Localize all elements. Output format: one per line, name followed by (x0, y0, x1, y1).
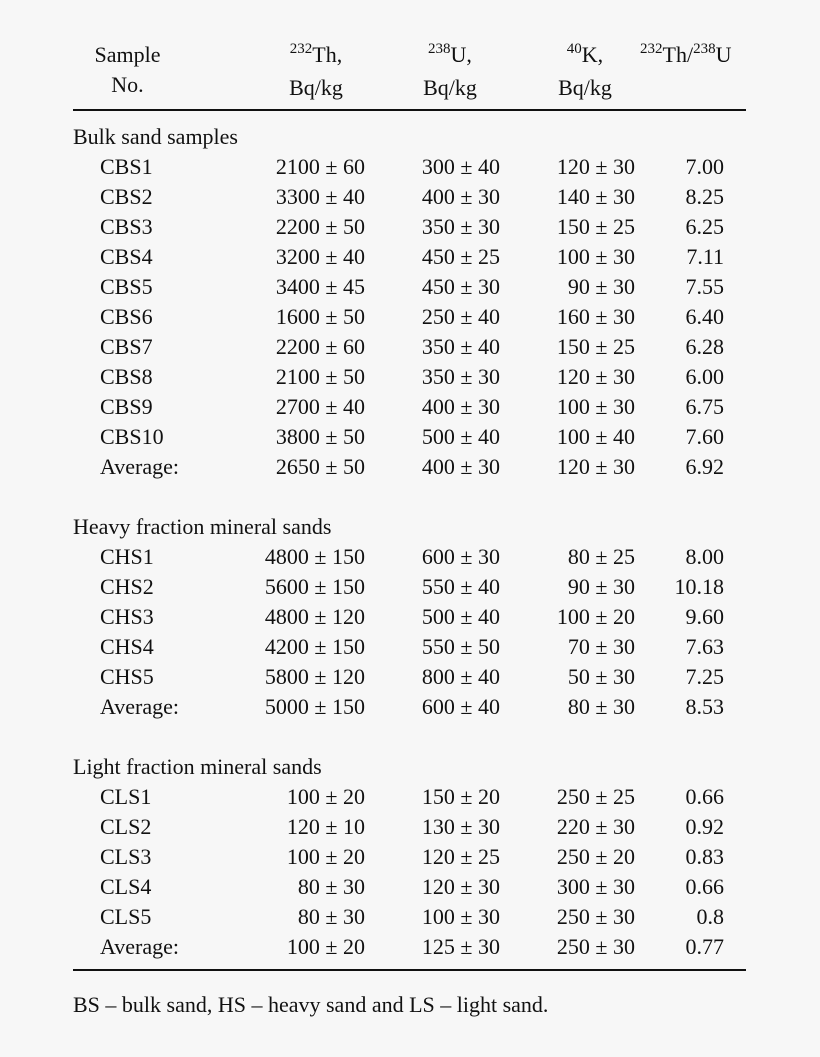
header-k-sup: 40 (566, 41, 582, 57)
ratio-value: 0.92 (685, 814, 724, 839)
table-row (0, 782, 820, 812)
header-k-line1 (540, 40, 630, 73)
u-value: 120 ± 25 (421, 844, 500, 869)
header-k-unit: Bq/kg (558, 75, 612, 100)
header-u-label: U, (450, 42, 472, 67)
sample-no: CHS3 (100, 604, 154, 629)
footnote: BS – bulk sand, HS – heavy sand and LS – light sand. (73, 992, 549, 1017)
bottom-rule (73, 969, 746, 971)
header-th (266, 40, 366, 103)
u-value: 400 ± 30 (421, 394, 500, 419)
th-value: 3400 ± 45 (275, 274, 365, 299)
header-th-label: Th, (312, 42, 343, 67)
section-gap (0, 482, 820, 512)
u-value: 800 ± 40 (421, 664, 500, 689)
header-th-unit: Bq/kg (289, 75, 343, 100)
ratio-value: 0.83 (685, 844, 724, 869)
table-row (0, 572, 820, 602)
table-row (0, 602, 820, 632)
k-value: 70 ± 30 (567, 634, 635, 659)
u-value: 450 ± 30 (421, 274, 500, 299)
u-value: 300 ± 40 (421, 154, 500, 179)
table-row (0, 632, 820, 662)
ratio-value: 6.25 (685, 214, 724, 239)
ratio-value: 6.28 (685, 334, 724, 359)
u-value: 500 ± 40 (421, 424, 500, 449)
k-value: 90 ± 30 (567, 574, 635, 599)
k-value: 140 ± 30 (556, 184, 635, 209)
ratio-value: 0.8 (696, 904, 724, 929)
u-value: 500 ± 40 (421, 604, 500, 629)
sample-no: CBS5 (100, 274, 153, 299)
th-value: 3800 ± 50 (275, 424, 365, 449)
k-value: 250 ± 25 (556, 784, 635, 809)
th-value: 80 ± 30 (297, 904, 365, 929)
k-value: 250 ± 30 (556, 904, 635, 929)
sample-no: CBS9 (100, 394, 153, 419)
section-title-row (0, 512, 820, 542)
th-value: 2200 ± 60 (275, 334, 365, 359)
ratio-value: 6.00 (685, 364, 724, 389)
k-value: 250 ± 30 (556, 934, 635, 959)
k-value: 120 ± 30 (556, 364, 635, 389)
u-value: 550 ± 50 (421, 634, 500, 659)
ratio-value: 6.40 (685, 304, 724, 329)
ratio-value: 0.66 (685, 874, 724, 899)
th-value: 3300 ± 40 (275, 184, 365, 209)
sample-no: CLS3 (100, 844, 152, 869)
sample-no: CBS10 (100, 424, 164, 449)
th-value: 4800 ± 120 (264, 604, 365, 629)
k-value: 160 ± 30 (556, 304, 635, 329)
th-value: 80 ± 30 (297, 874, 365, 899)
k-value: 50 ± 30 (567, 664, 635, 689)
sample-no: CHS5 (100, 664, 154, 689)
u-value: 350 ± 30 (421, 364, 500, 389)
ratio-value: 0.77 (685, 934, 724, 959)
top-rule (73, 109, 746, 111)
th-value: 2650 ± 50 (275, 454, 365, 479)
u-value: 250 ± 40 (421, 304, 500, 329)
sample-no: CBS1 (100, 154, 153, 179)
ratio-value: 7.60 (685, 424, 724, 449)
sample-no: CBS8 (100, 364, 153, 389)
header-k (540, 40, 630, 103)
section-title: Heavy fraction mineral sands (73, 514, 332, 539)
header-sample (90, 40, 165, 100)
u-value: 350 ± 30 (421, 214, 500, 239)
table-row (0, 422, 820, 452)
ratio-value: 6.75 (685, 394, 724, 419)
table-row (0, 452, 820, 482)
header-u-line1 (405, 40, 495, 73)
u-value: 100 ± 30 (421, 904, 500, 929)
u-value: 450 ± 25 (421, 244, 500, 269)
ratio-value: 7.00 (685, 154, 724, 179)
header-ratio-sup2: 238 (693, 41, 716, 57)
th-value: 2100 ± 60 (275, 154, 365, 179)
table-body (0, 122, 820, 962)
sample-no: CLS2 (100, 814, 152, 839)
sample-no: Average: (100, 694, 179, 719)
sample-no: CHS4 (100, 634, 154, 659)
sample-no: CHS1 (100, 544, 154, 569)
sample-no: CBS2 (100, 184, 153, 209)
u-value: 120 ± 30 (421, 874, 500, 899)
th-value: 120 ± 10 (286, 814, 365, 839)
u-value: 600 ± 30 (421, 544, 500, 569)
table-row (0, 392, 820, 422)
section-gap (0, 722, 820, 752)
sample-no: CBS7 (100, 334, 153, 359)
th-value: 2200 ± 50 (275, 214, 365, 239)
th-value: 1600 ± 50 (275, 304, 365, 329)
th-value: 2700 ± 40 (275, 394, 365, 419)
ratio-value: 8.53 (685, 694, 724, 719)
sample-no: CBS6 (100, 304, 153, 329)
header-ratio-end: U (715, 42, 732, 67)
k-value: 90 ± 30 (567, 274, 635, 299)
header-th-sup: 232 (289, 41, 313, 57)
th-value: 5600 ± 150 (264, 574, 365, 599)
table-row (0, 692, 820, 722)
table-row (0, 242, 820, 272)
k-value: 100 ± 20 (556, 604, 635, 629)
section-title-row (0, 122, 820, 152)
ratio-value: 8.00 (685, 544, 724, 569)
table-row (0, 812, 820, 842)
k-value: 150 ± 25 (556, 334, 635, 359)
header-u-sup: 238 (428, 41, 451, 57)
ratio-value: 9.60 (685, 604, 724, 629)
table-row (0, 152, 820, 182)
th-value: 2100 ± 50 (275, 364, 365, 389)
k-value: 150 ± 25 (556, 214, 635, 239)
section-title-row (0, 752, 820, 782)
table-row (0, 932, 820, 962)
th-value: 100 ± 20 (286, 784, 365, 809)
header-th-line1 (266, 40, 366, 73)
th-value: 5800 ± 120 (264, 664, 365, 689)
table-row (0, 302, 820, 332)
header-ratio-line1 (640, 40, 750, 73)
sample-no: CHS2 (100, 574, 154, 599)
header-ratio-sup1: 232 (640, 41, 663, 57)
k-value: 80 ± 30 (567, 694, 635, 719)
th-value: 100 ± 20 (286, 844, 365, 869)
sample-no: Average: (100, 454, 179, 479)
table-row (0, 542, 820, 572)
sample-no: CBS4 (100, 244, 153, 269)
k-value: 100 ± 40 (556, 424, 635, 449)
header-sample-line2: No. (111, 72, 144, 97)
th-value: 5000 ± 150 (264, 694, 365, 719)
k-value: 100 ± 30 (556, 244, 635, 269)
header-ratio (640, 40, 750, 73)
k-value: 250 ± 20 (556, 844, 635, 869)
header-ratio-mid: Th/ (662, 42, 694, 67)
table-row (0, 182, 820, 212)
section-title: Bulk sand samples (73, 124, 238, 149)
sample-no: CLS4 (100, 874, 152, 899)
u-value: 400 ± 30 (421, 454, 500, 479)
header-u (405, 40, 495, 103)
sample-no: Average: (100, 934, 179, 959)
ratio-value: 6.92 (685, 454, 724, 479)
k-value: 220 ± 30 (556, 814, 635, 839)
u-value: 600 ± 40 (421, 694, 500, 719)
ratio-value: 10.18 (674, 574, 724, 599)
table-row (0, 272, 820, 302)
ratio-value: 7.11 (686, 244, 724, 269)
table-row (0, 662, 820, 692)
sample-no: CLS5 (100, 904, 152, 929)
u-value: 150 ± 20 (421, 784, 500, 809)
k-value: 80 ± 25 (567, 544, 635, 569)
header-sample-line1: Sample (94, 42, 161, 67)
ratio-value: 0.66 (685, 784, 724, 809)
k-value: 100 ± 30 (556, 394, 635, 419)
th-value: 4200 ± 150 (264, 634, 365, 659)
k-value: 120 ± 30 (556, 454, 635, 479)
table-row (0, 872, 820, 902)
table-row (0, 902, 820, 932)
table-row (0, 332, 820, 362)
ratio-value: 7.25 (685, 664, 724, 689)
ratio-value: 7.63 (685, 634, 724, 659)
header-k-label: K, (581, 42, 604, 67)
ratio-value: 8.25 (685, 184, 724, 209)
u-value: 125 ± 30 (421, 934, 500, 959)
th-value: 4800 ± 150 (264, 544, 365, 569)
table-header (0, 40, 820, 110)
k-value: 300 ± 30 (556, 874, 635, 899)
u-value: 130 ± 30 (421, 814, 500, 839)
section-title: Light fraction mineral sands (73, 754, 322, 779)
u-value: 350 ± 40 (421, 334, 500, 359)
k-value: 120 ± 30 (556, 154, 635, 179)
th-value: 3200 ± 40 (275, 244, 365, 269)
sample-no: CBS3 (100, 214, 153, 239)
u-value: 400 ± 30 (421, 184, 500, 209)
table-row (0, 212, 820, 242)
sample-no: CLS1 (100, 784, 152, 809)
table-row (0, 362, 820, 392)
header-u-unit: Bq/kg (423, 75, 477, 100)
th-value: 100 ± 20 (286, 934, 365, 959)
ratio-value: 7.55 (685, 274, 724, 299)
table-row (0, 842, 820, 872)
u-value: 550 ± 40 (421, 574, 500, 599)
